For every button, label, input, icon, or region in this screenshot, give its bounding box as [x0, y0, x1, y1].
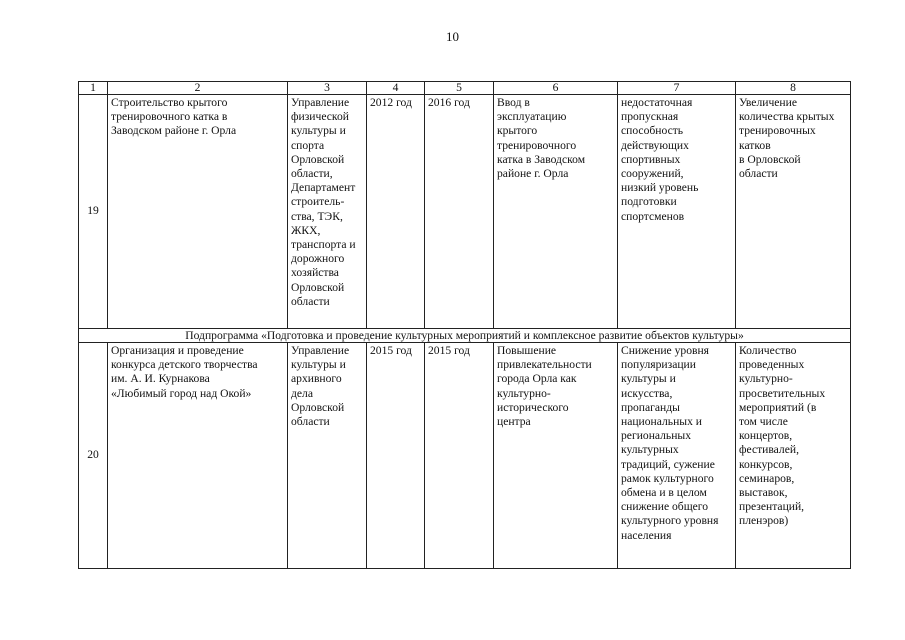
column-number: 1 [79, 82, 108, 95]
column-number: 7 [618, 82, 736, 95]
row-number: 19 [79, 95, 108, 329]
start-year: 2012 год [367, 95, 425, 329]
column-number: 4 [367, 82, 425, 95]
table-row [79, 343, 851, 569]
start-year: 2015 год [367, 343, 425, 569]
column-number: 3 [288, 82, 367, 95]
end-year: 2015 год [425, 343, 494, 569]
activity-name: Строительство крытого тренировочного катка в Заводском районе г. Орла [108, 95, 288, 329]
column-number: 5 [425, 82, 494, 95]
end-year: 2016 год [425, 95, 494, 329]
program-table [78, 81, 851, 569]
column-number: 6 [494, 82, 618, 95]
expected-result: Ввод в эксплуатацию крытого тренировочного катка в Заводском районе г. Орла [494, 95, 618, 329]
column-number-row [79, 82, 851, 95]
column-number: 2 [108, 82, 288, 95]
indicator: Количество проведенных культурно- просветительных мероприятий (в том числе концертов, фестивалей, конкурсов, семинаров, выставок, презентаций, пленэров) [736, 343, 851, 569]
expected-result: Повышение привлекательности города Орла как культурно- исторического центра [494, 343, 618, 569]
subprogram-title: Подпрограмма «Подготовка и проведение культурных мероприятий и комплексное развитие объектов культуры» [79, 329, 851, 343]
subprogram-row [79, 329, 851, 343]
page-number: 10 [446, 29, 459, 44]
consequences: недостаточная пропускная способность действующих спортивных сооружений, низкий уровень подготовки спортсменов [618, 95, 736, 329]
row-number: 20 [79, 343, 108, 569]
column-number: 8 [736, 82, 851, 95]
executor: Управление физической культуры и спорта Орловской области, Департамент строитель- ства, ТЭК, ЖКХ, транспорта и дорожного хозяйства Орловской области [288, 95, 367, 329]
executor: Управление культуры и архивного дела Орловской области [288, 343, 367, 569]
indicator: Увеличение количества крытых тренировочных катков в Орловской области [736, 95, 851, 329]
activity-name: Организация и проведение конкурса детского творчества им. А. И. Курнакова «Любимый город над Окой» [108, 343, 288, 569]
table-row [79, 95, 851, 329]
consequences: Снижение уровня популяризации культуры и искусства, пропаганды национальных и региональных культурных традиций, сужение рамок культурного обмена и в целом снижение общего культурного уровня населения [618, 343, 736, 569]
